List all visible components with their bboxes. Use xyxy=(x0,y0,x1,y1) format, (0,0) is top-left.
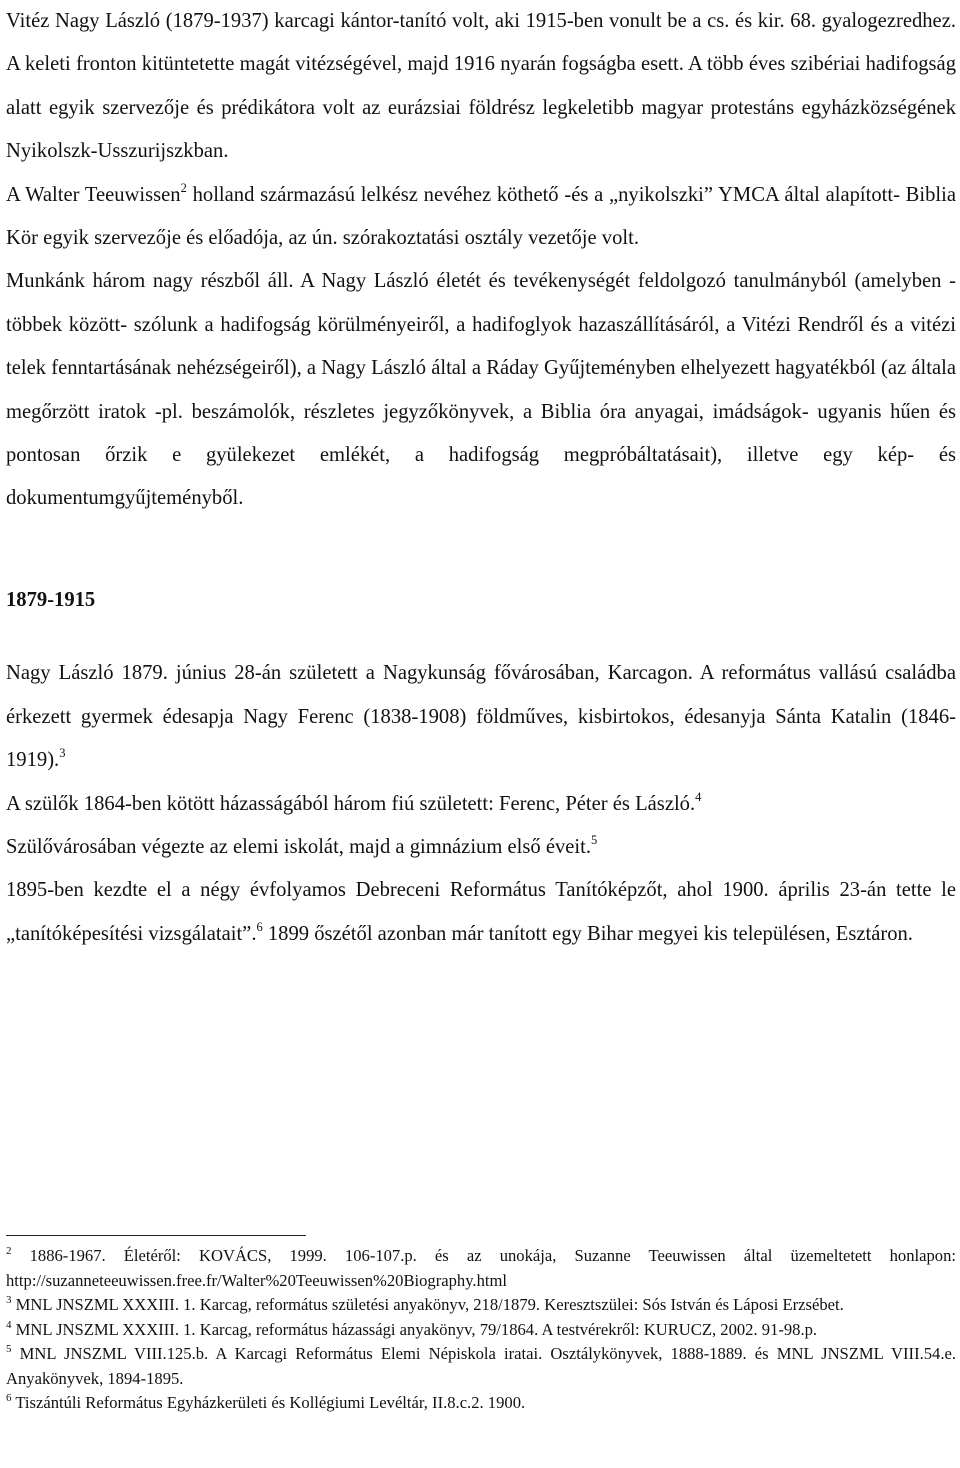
paragraph-text: 1899 őszétől azonban már tanított egy Bihar megyei kis településen, Esztáron. xyxy=(262,922,913,945)
footnote-ref[interactable]: 5 xyxy=(591,832,598,847)
footnote-ref[interactable]: 4 xyxy=(695,789,702,804)
footnote-text: Tiszántúli Református Egyházkerületi és Kollégiumi Levéltár, II.8.c.2. 1900. xyxy=(15,1393,526,1412)
footnote-text: 1886-1967. Életéről: KOVÁCS, 1999. 106-107.p. és az unokája, Suzanne Teeuwissen által üzemeltetett honlapon: http://suzanneteeuwissen.free.fr/Walter%20Teeuwissen%20Biography.html xyxy=(6,1246,956,1290)
footnote-number: 5 xyxy=(6,1343,12,1355)
footnote-number: 3 xyxy=(6,1294,12,1306)
footnote-text: MNL JNSZML XXXIII. 1. Karcag, református házassági anyakönyv, 79/1864. A testvérekről: KURUCZ, 2002. 91-98.p. xyxy=(15,1319,818,1339)
paragraph-text: Szülővárosában végezte az elemi iskolát, majd a gimnázium első éveit. xyxy=(6,835,592,858)
paragraph-intro: Vitéz Nagy László (1879-1937) karcagi kántor-tanító volt, aki 1915-ben vonult be a cs. és kir. 68. gyalogezredhez. A keleti fronton kitüntetette magát vitézségével, majd 1916 nyarán fogságba esett. A több éves szibériai hadifogság alatt egyik szervezője és prédikátora volt az eurázsiai földrész legkeletibb magyar protestáns egyházközségének Nyikolszk-Usszurijszkban. xyxy=(6,10,956,163)
paragraph-parents xyxy=(6,783,956,826)
paragraph-teeuwissen xyxy=(6,174,956,261)
footnote-number: 6 xyxy=(6,1392,12,1404)
footnote-text: MNL JNSZML XXXIII. 1. Karcag, református születési anyakönyv, 218/1879. Keresztszülei: Sós István és Láposi Erzsébet. xyxy=(15,1295,844,1314)
paragraph-birth xyxy=(6,652,956,782)
footnote-5 xyxy=(6,1342,956,1391)
paragraph-text: Nagy László 1879. június 28-án született a Nagykunság fővárosában, Karcagon. A református vallású családba érkezett gyermek édesapja Nagy Ferenc (1838-1908) földműves, kisbirtokos, édesanyja Sánta Katalin (1846-1919). xyxy=(6,662,956,772)
footnote-4 xyxy=(6,1318,956,1343)
footnote-ref[interactable]: 6 xyxy=(256,919,263,934)
paragraph-text: 1895-ben kezdte el a négy évfolyamos Debreceni Református Tanítóképzőt, ahol 1900. április 23-án tette le „tanítóképesítési vizsgálatait”. xyxy=(6,879,956,945)
main-text xyxy=(6,0,956,956)
footnote-2 xyxy=(6,1244,956,1293)
paragraph-structure: Munkánk három nagy részből áll. A Nagy László életét és tevékenységét feldolgozó tanulmányból (amelyben -többek között- szólunk a hadifogság körülményeiről, a hadifoglyok hazaszállításáról, a Vitézi Rendről és a vitézi telek fenntartásának nehézségeiről), a Nagy László által a Ráday Gyűjteményben elhelyezett hagyatékból (az általa megőrzött iratok -pl. beszámolók, részletes jegyzőkönyvek, a Biblia óra anyagai, imádságok- ugyanis hűen és pontosan őrzik e gyülekezet emlékét, a hadifogság megpróbáltatásait), illetve egy kép- és dokumentumgyűjteményből. xyxy=(6,270,956,510)
footnote-ref[interactable]: 2 xyxy=(180,180,187,195)
paragraph-text: A Walter Teeuwissen xyxy=(6,183,181,206)
footnote-number: 2 xyxy=(6,1245,12,1257)
section-heading: 1879-1915 xyxy=(6,588,96,611)
footnote-ref[interactable]: 3 xyxy=(59,746,66,761)
footnotes xyxy=(6,1244,956,1416)
footnote-text: MNL JNSZML VIII.125.b. A Karcagi Református Elemi Népiskola iratai. Osztálykönyvek, 1888-1889. és MNL JNSZML VIII.54.e. Anyakönyvek, 1894-1895. xyxy=(6,1344,956,1388)
paragraph-school xyxy=(6,826,956,869)
spacer xyxy=(6,622,956,652)
footnote-6 xyxy=(6,1391,956,1416)
paragraph-teacher-training xyxy=(6,869,956,956)
paragraph-text: holland származású lelkész nevéhez köthető -és a „nyikolszki” YMCA által alapított- Biblia Kör egyik szervezője és előadója, az ún. szórakoztatási osztály vezetője volt. xyxy=(6,183,956,250)
footnote-number: 4 xyxy=(6,1318,12,1331)
footnote-3 xyxy=(6,1293,956,1318)
footnote-separator xyxy=(6,1235,306,1236)
paragraph-text: A szülők 1864-ben kötött házasságából három fiú született: Ferenc, Péter és László. xyxy=(6,792,696,815)
spacer xyxy=(6,521,956,565)
